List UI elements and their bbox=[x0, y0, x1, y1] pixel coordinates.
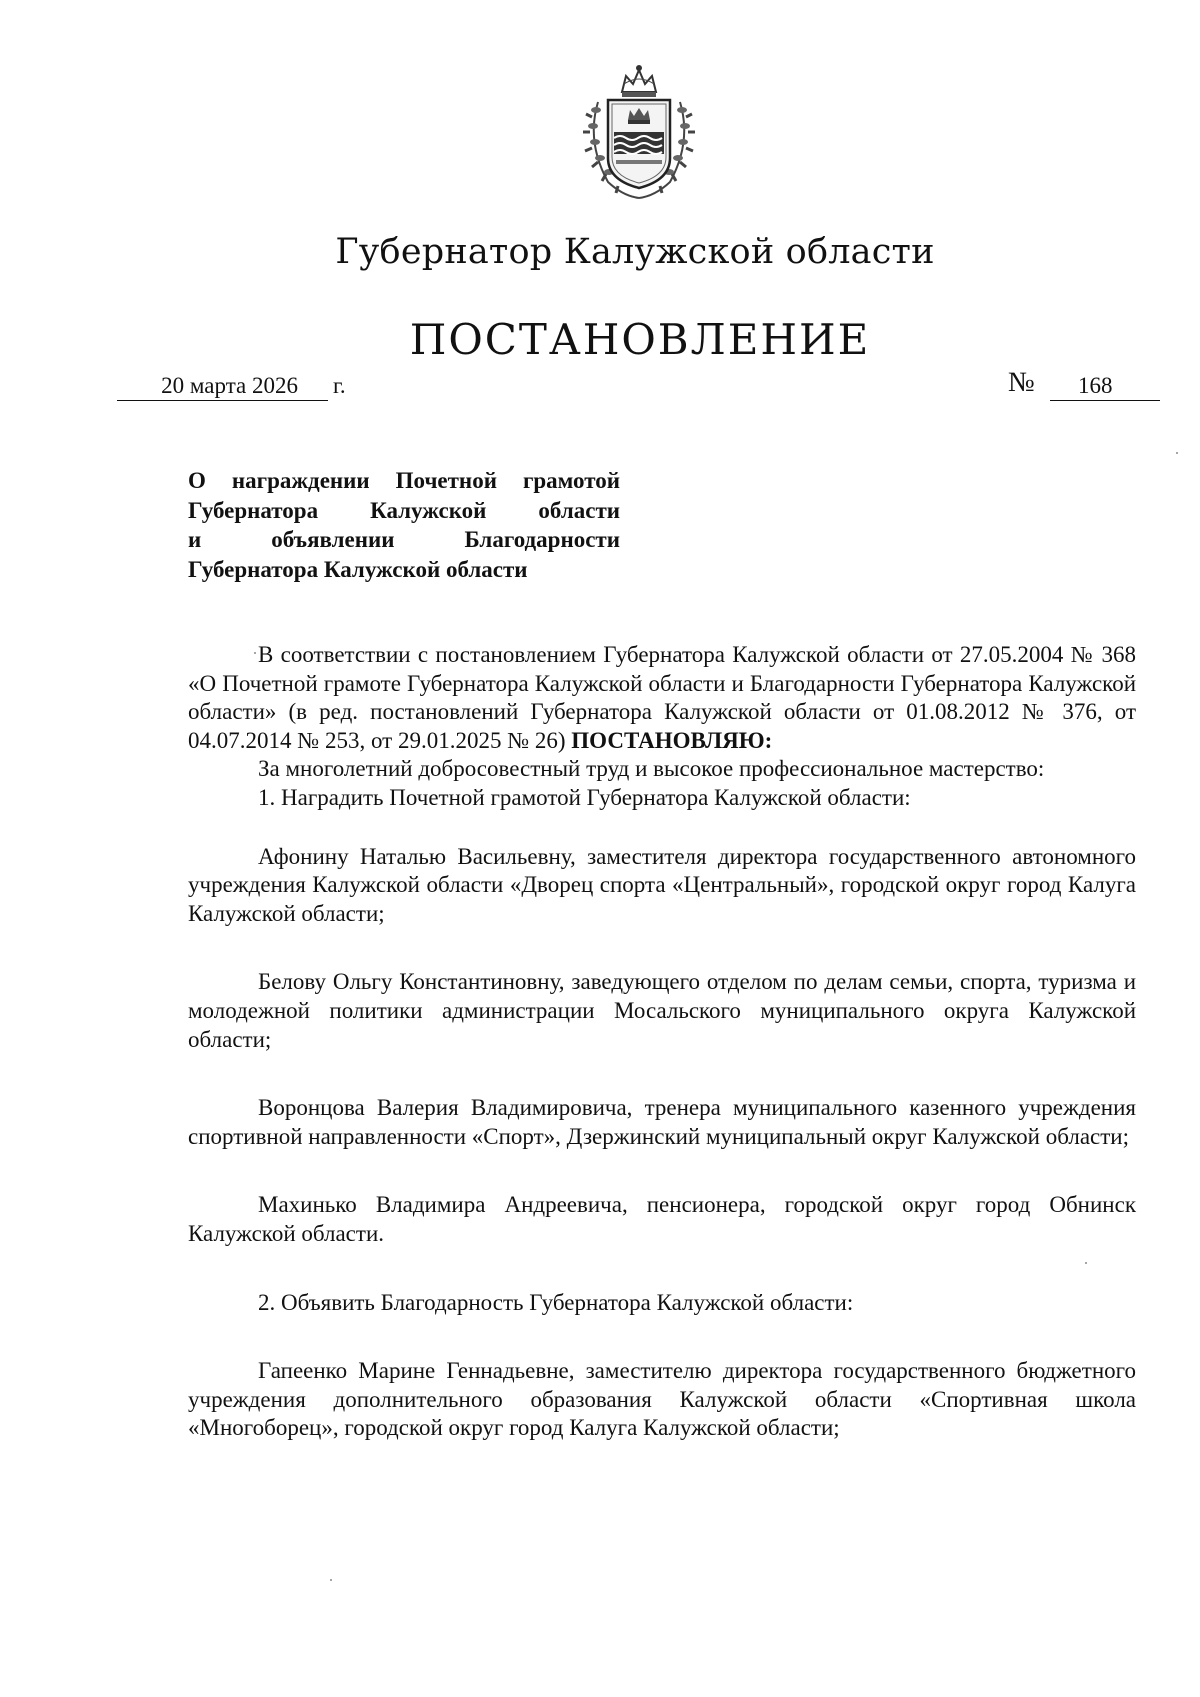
document-number-field bbox=[1050, 372, 1160, 401]
reason-paragraph: За многолетний добросовестный труд и высокое профессиональное мастерство: bbox=[258, 756, 1045, 782]
date-suffix: г. bbox=[333, 373, 346, 398]
scan-speck bbox=[1176, 452, 1178, 454]
document-body bbox=[188, 641, 1136, 1443]
section-1-heading: 1. Наградить Почетной грамотой Губернатора Калужской области: bbox=[258, 784, 911, 810]
scan-speck bbox=[330, 1579, 332, 1581]
preamble-text: В соответствии с постановлением Губернатора Калужской области от 27.05.2004 № 368 «О Почетной грамоте Губернатора Калужской области и Благодарности Губернатора Калужской области» (в ред. постановлений Губернатора Калужской области от 01.08.2012 № 376, от 04.07.2014 № 253, от 29.01.2025 № 26) bbox=[188, 642, 1136, 753]
preamble-paragraph bbox=[188, 641, 1136, 755]
subject-line: Губернатора Калужской области bbox=[188, 557, 528, 583]
award-item: Афонину Наталью Васильевну, заместителя директора государственного автономного учреждения Калужской области «Дворец спорта «Центральный», городской округ город Калуга Калужской области; bbox=[188, 843, 1136, 926]
document-date-field bbox=[117, 372, 328, 401]
section-2-heading: 2. Объявить Благодарность Губернатора Калужской области: bbox=[258, 1289, 854, 1315]
subject-line: Губернатора Калужской области bbox=[188, 497, 620, 523]
document-subject bbox=[188, 466, 620, 585]
issuer-title: Губернатор Калужской области bbox=[335, 232, 935, 272]
document-type-title: ПОСТАНОВЛЕНИЕ bbox=[409, 315, 871, 364]
decree-word: ПОСТАНОВЛЯЮ: bbox=[571, 727, 773, 753]
gratitude-item: Гапеенко Марине Геннадьевне, заместителю директора государственного бюджетного учреждения дополнительного образования Калужской области «Спортивная школа «Многоборец», городской округ город Калуга Калужской области; bbox=[188, 1358, 1136, 1441]
subject-line: О награждении Почетной грамотой bbox=[188, 468, 620, 493]
award-item: Воронцова Валерия Владимировича, тренера муниципального казенного учреждения спортивной направленности «Спорт», Дзержинский муниципальный округ Калужской области; bbox=[188, 1095, 1136, 1149]
number-sign: № bbox=[1008, 367, 1035, 398]
subject-line: и объявлении Благодарности bbox=[188, 527, 620, 553]
coat-of-arms-emblem bbox=[578, 62, 700, 202]
document-number: 168 bbox=[1078, 373, 1113, 398]
document-date: 20 марта 2026 bbox=[161, 373, 298, 398]
award-item: Белову Ольгу Константиновну, заведующего отделом по делам семьи, спорта, туризма и молодежной политики администрации Мосальского муниципального округа Калужской области; bbox=[188, 969, 1136, 1052]
award-item: Махинько Владимира Андреевича, пенсионера, городской округ город Обнинск Калужской области. bbox=[188, 1192, 1136, 1246]
scan-speck bbox=[254, 652, 256, 654]
scan-speck bbox=[1085, 1262, 1087, 1264]
